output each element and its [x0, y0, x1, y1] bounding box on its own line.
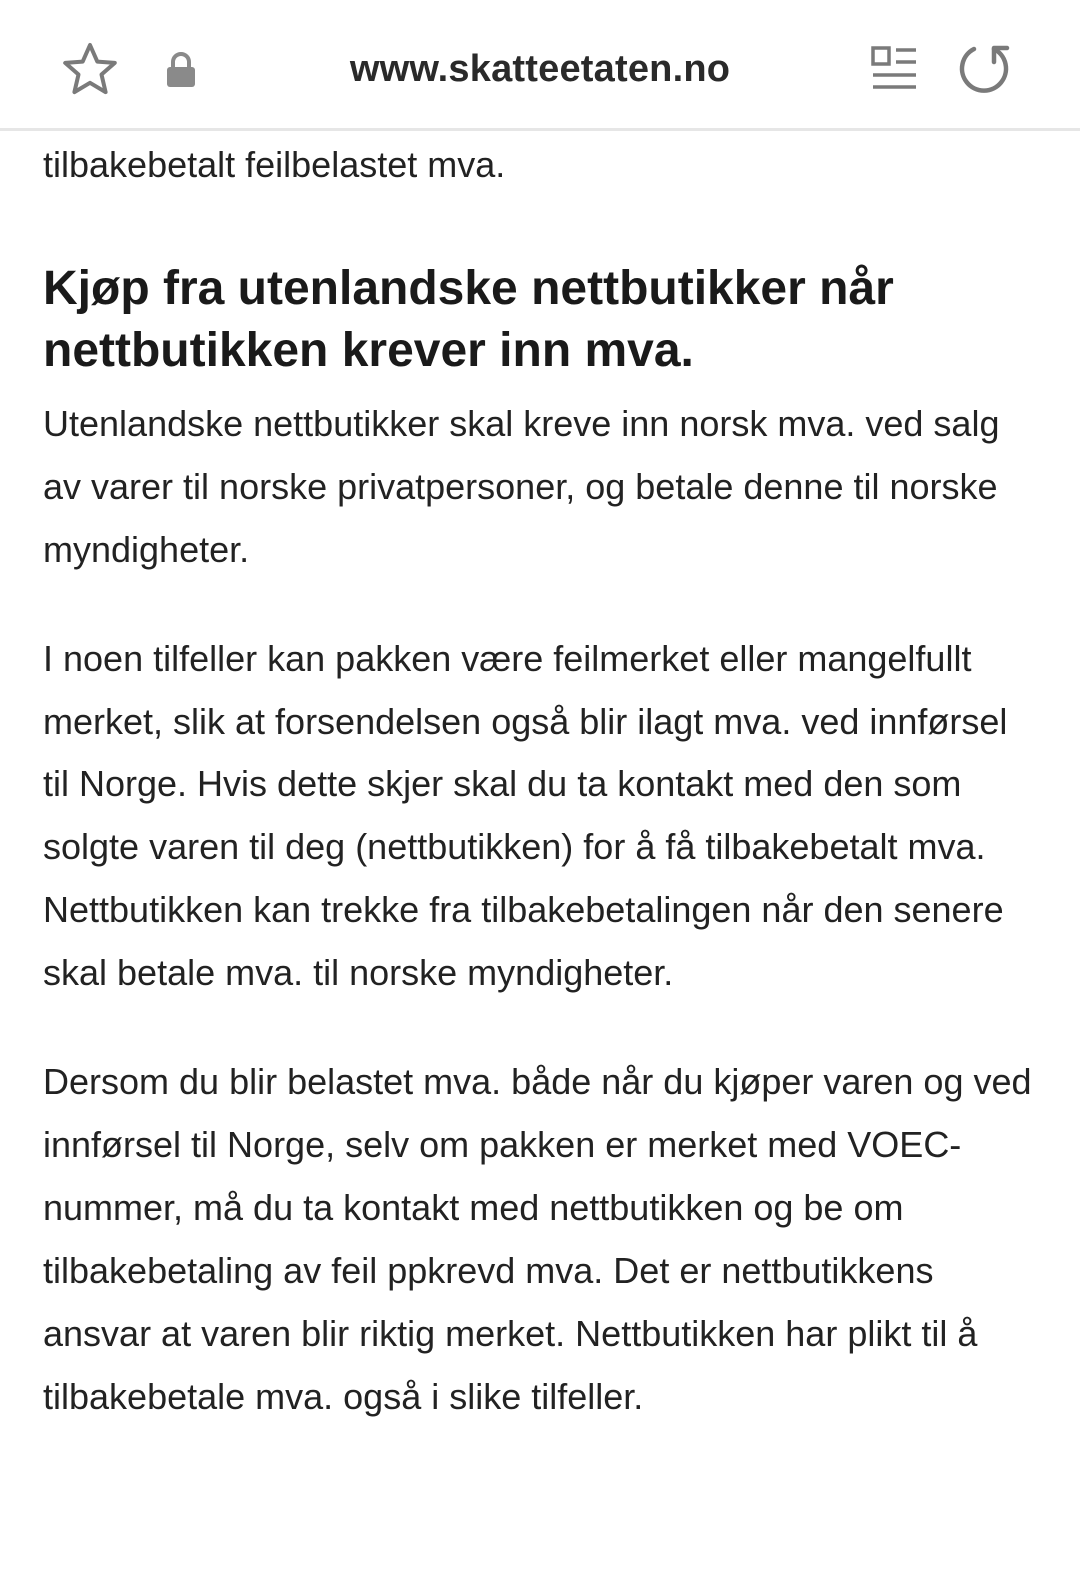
- lock-icon[interactable]: [164, 52, 198, 88]
- section-heading: Kjøp fra utenlandske nettbutikker når nettbutikken krever inn mva.: [43, 261, 894, 377]
- browser-toolbar: [0, 0, 1080, 131]
- paragraph-1: Utenlandske nettbutikker skal kreve inn norsk mva. ved salg av varer til norske privatpersoner, og betale denne til norske myndigheter.: [43, 402, 1000, 570]
- reader-mode-icon[interactable]: [868, 44, 920, 94]
- reload-icon[interactable]: [954, 40, 1014, 100]
- lead-fragment: tilbakebetalt feilbelastet mva.: [43, 144, 506, 185]
- url-bar[interactable]: www.skatteetaten.no: [349, 48, 731, 90]
- paragraph-3: Dersom du blir belastet mva. både når du kjøper varen og ved innførsel til Norge, selv om pakken er merket med VOEC-nummer, må du ta kontakt med nettbutikken og be om tilbakebetaling av feil ppkrevd mva. Det er nettbutikkens ansvar at varen blir riktig merket. Nettbutikken har plikt til å tilbakebetale mva. også i slike tilfeller.: [43, 1061, 1032, 1417]
- star-outline-icon[interactable]: [60, 40, 120, 100]
- article-content: [43, 134, 1043, 1429]
- paragraph-2: I noen tilfeller kan pakken være feilmerket eller mangelfullt merket, slik at forsendelsen også blir ilagt mva. ved innførsel til Norge. Hvis dette skjer skal du ta kontakt med den som solgte varen til deg (nettbutikken) for å få tilbakebetalt mva. Nettbutikken kan trekke fra tilbakebetalingen når den senere skal betale mva. til norske myndigheter.: [43, 637, 1008, 994]
